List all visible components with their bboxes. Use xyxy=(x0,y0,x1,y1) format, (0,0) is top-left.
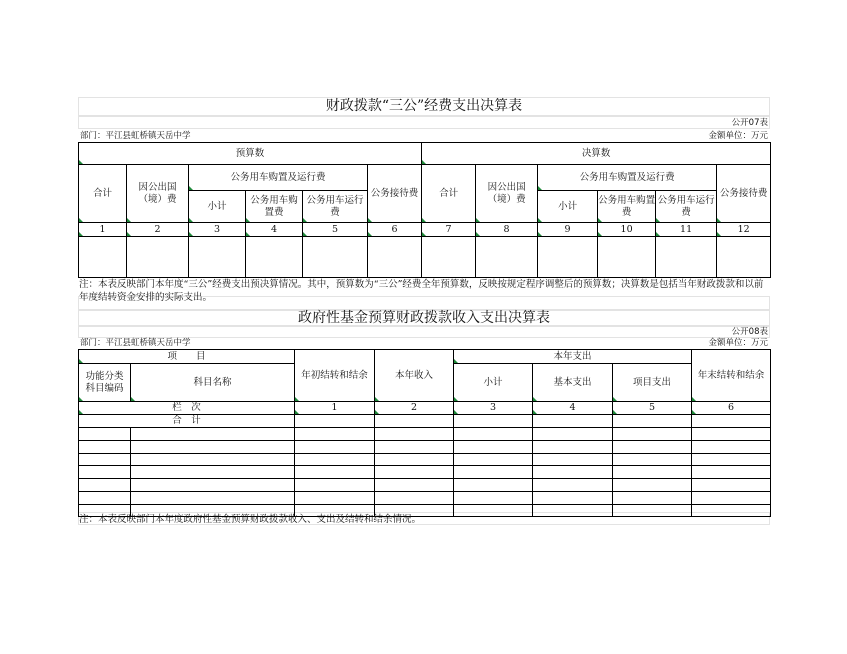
column-number: 2 xyxy=(127,223,189,237)
lanci-row xyxy=(79,402,771,415)
data-cell xyxy=(454,441,533,454)
subject-name-header: 科目名称 xyxy=(131,364,295,402)
budget-purchase-header: 公务用车购置费 xyxy=(246,191,303,223)
total-label: 合 计 xyxy=(79,415,295,428)
table2-title: 政府性基金预算财政拨款收入支出决算表 xyxy=(298,310,550,326)
table-row xyxy=(79,454,771,466)
table2-code: 公开08表 xyxy=(731,327,768,337)
budget-subtotal-header: 小计 xyxy=(189,191,246,223)
data-cell xyxy=(454,415,533,428)
func-code-header: 功能分类科目编码 xyxy=(79,364,131,402)
data-cell xyxy=(454,479,533,492)
basic-expense-header: 基本支出 xyxy=(533,364,613,402)
data-cell xyxy=(127,237,189,278)
data-cell xyxy=(533,466,613,479)
data-cell xyxy=(295,492,375,505)
data-cell xyxy=(375,441,454,454)
column-number: 3 xyxy=(454,402,533,415)
data-cell xyxy=(295,441,375,454)
lanci-label: 栏 次 xyxy=(79,402,295,415)
data-cell xyxy=(79,237,127,278)
income-header: 本年收入 xyxy=(375,350,454,402)
data-cell xyxy=(375,415,454,428)
table-row xyxy=(79,466,771,479)
data-cell xyxy=(613,466,692,479)
data-cell xyxy=(375,428,454,441)
data-cell xyxy=(79,428,131,441)
data-cell xyxy=(131,466,295,479)
item-group-header: 项 目 xyxy=(79,350,295,364)
budget-operation-header: 公务用车运行费 xyxy=(303,191,368,223)
data-cell xyxy=(295,479,375,492)
carry-end-header: 年末结转和结余 xyxy=(692,350,771,402)
data-cell xyxy=(533,441,613,454)
budget-reception-header: 公务接待费 xyxy=(368,165,422,223)
table-row xyxy=(79,479,771,492)
gov-fund-budget-table xyxy=(78,349,771,517)
data-cell xyxy=(79,441,131,454)
column-number: 8 xyxy=(476,223,538,237)
data-cell xyxy=(692,466,771,479)
final-reception-header: 公务接待费 xyxy=(717,165,771,223)
table-row xyxy=(79,237,771,278)
project-expense-header: 项目支出 xyxy=(613,364,692,402)
column-number: 6 xyxy=(368,223,422,237)
data-cell xyxy=(295,466,375,479)
final-vehicle-group-header: 公务用车购置及运行费 xyxy=(538,165,717,191)
data-cell xyxy=(375,479,454,492)
budget-vehicle-group-header: 公务用车购置及运行费 xyxy=(189,165,368,191)
data-cell xyxy=(295,454,375,466)
column-number-row xyxy=(79,223,771,237)
final-subtotal-header: 小计 xyxy=(538,191,598,223)
column-number: 4 xyxy=(533,402,613,415)
data-cell xyxy=(79,479,131,492)
data-cell xyxy=(131,454,295,466)
final-purchase-header: 公务用车购置费 xyxy=(598,191,656,223)
table1-dept: 部门：平江县虹桥镇天岳中学 xyxy=(80,131,191,141)
column-number: 6 xyxy=(692,402,771,415)
data-cell xyxy=(131,428,295,441)
data-cell xyxy=(246,237,303,278)
data-cell xyxy=(533,415,613,428)
data-cell xyxy=(189,237,246,278)
data-cell xyxy=(598,237,656,278)
column-number: 1 xyxy=(79,223,127,237)
data-cell xyxy=(613,441,692,454)
data-cell xyxy=(656,237,717,278)
data-cell xyxy=(476,237,538,278)
table1-title: 财政拨款“三公”经费支出决算表 xyxy=(325,98,523,114)
budget-total-header: 合计 xyxy=(79,165,127,223)
carry-begin-header: 年初结转和结余 xyxy=(295,350,375,402)
column-number: 9 xyxy=(538,223,598,237)
table1-unit: 金额单位：万元 xyxy=(708,131,768,141)
table-row xyxy=(79,441,771,454)
data-cell xyxy=(131,479,295,492)
data-cell xyxy=(692,415,771,428)
table2-note: 注：本表反映部门本年度政府性基金预算财政拨款收入、支出及结转和结余情况。 xyxy=(79,514,422,525)
data-cell xyxy=(131,492,295,505)
table2-dept: 部门：平江县虹桥镇天岳中学 xyxy=(80,338,191,348)
budget-group-header: 预算数 xyxy=(79,143,422,165)
data-cell xyxy=(375,454,454,466)
data-cell xyxy=(538,237,598,278)
data-cell xyxy=(692,492,771,505)
column-number: 4 xyxy=(246,223,303,237)
data-cell xyxy=(613,454,692,466)
data-cell xyxy=(613,492,692,505)
budget-abroad-header: 因公出国（境）费 xyxy=(127,165,189,223)
data-cell xyxy=(533,454,613,466)
data-cell xyxy=(79,454,131,466)
table2-unit: 金额单位：万元 xyxy=(708,338,768,348)
column-number: 7 xyxy=(422,223,476,237)
column-number: 11 xyxy=(656,223,717,237)
column-number: 1 xyxy=(295,402,375,415)
data-cell xyxy=(533,479,613,492)
data-cell xyxy=(533,492,613,505)
data-cell xyxy=(613,479,692,492)
data-cell xyxy=(454,466,533,479)
column-number: 5 xyxy=(613,402,692,415)
final-total-header: 合计 xyxy=(422,165,476,223)
column-number: 3 xyxy=(189,223,246,237)
data-cell xyxy=(375,492,454,505)
data-cell xyxy=(295,428,375,441)
column-number: 5 xyxy=(303,223,368,237)
data-cell xyxy=(613,415,692,428)
table-row xyxy=(79,492,771,505)
final-operation-header: 公务用车运行费 xyxy=(656,191,717,223)
final-abroad-header: 因公出国（境）费 xyxy=(476,165,538,223)
data-cell xyxy=(692,441,771,454)
table-row xyxy=(79,428,771,441)
column-number: 10 xyxy=(598,223,656,237)
data-cell xyxy=(692,428,771,441)
data-cell xyxy=(79,492,131,505)
data-cell xyxy=(692,454,771,466)
data-cell xyxy=(454,454,533,466)
data-cell xyxy=(454,428,533,441)
data-cell xyxy=(303,237,368,278)
column-number: 2 xyxy=(375,402,454,415)
table1-note: 注：本表反映部门本年度“三公”经费支出预决算情况。其中，预算数为“三公”经费全年预算数，反映按规定程序调整后的预算数；决算数是包括当年财政拨款和以前年度结转资金安排的实际支出。 xyxy=(79,279,764,303)
expense-group-header: 本年支出 xyxy=(454,350,692,364)
data-cell xyxy=(131,441,295,454)
data-cell xyxy=(717,237,771,278)
data-cell xyxy=(613,428,692,441)
data-cell xyxy=(79,466,131,479)
data-cell xyxy=(375,466,454,479)
column-number: 12 xyxy=(717,223,771,237)
three-public-expense-table xyxy=(78,142,771,278)
data-cell xyxy=(533,428,613,441)
expense-subtotal-header: 小计 xyxy=(454,364,533,402)
data-cell xyxy=(454,492,533,505)
final-group-header: 决算数 xyxy=(422,143,771,165)
total-row xyxy=(79,415,771,428)
data-cell xyxy=(295,415,375,428)
data-cell xyxy=(422,237,476,278)
data-cell xyxy=(692,479,771,492)
data-cell xyxy=(368,237,422,278)
table1-code: 公开07表 xyxy=(731,118,768,128)
